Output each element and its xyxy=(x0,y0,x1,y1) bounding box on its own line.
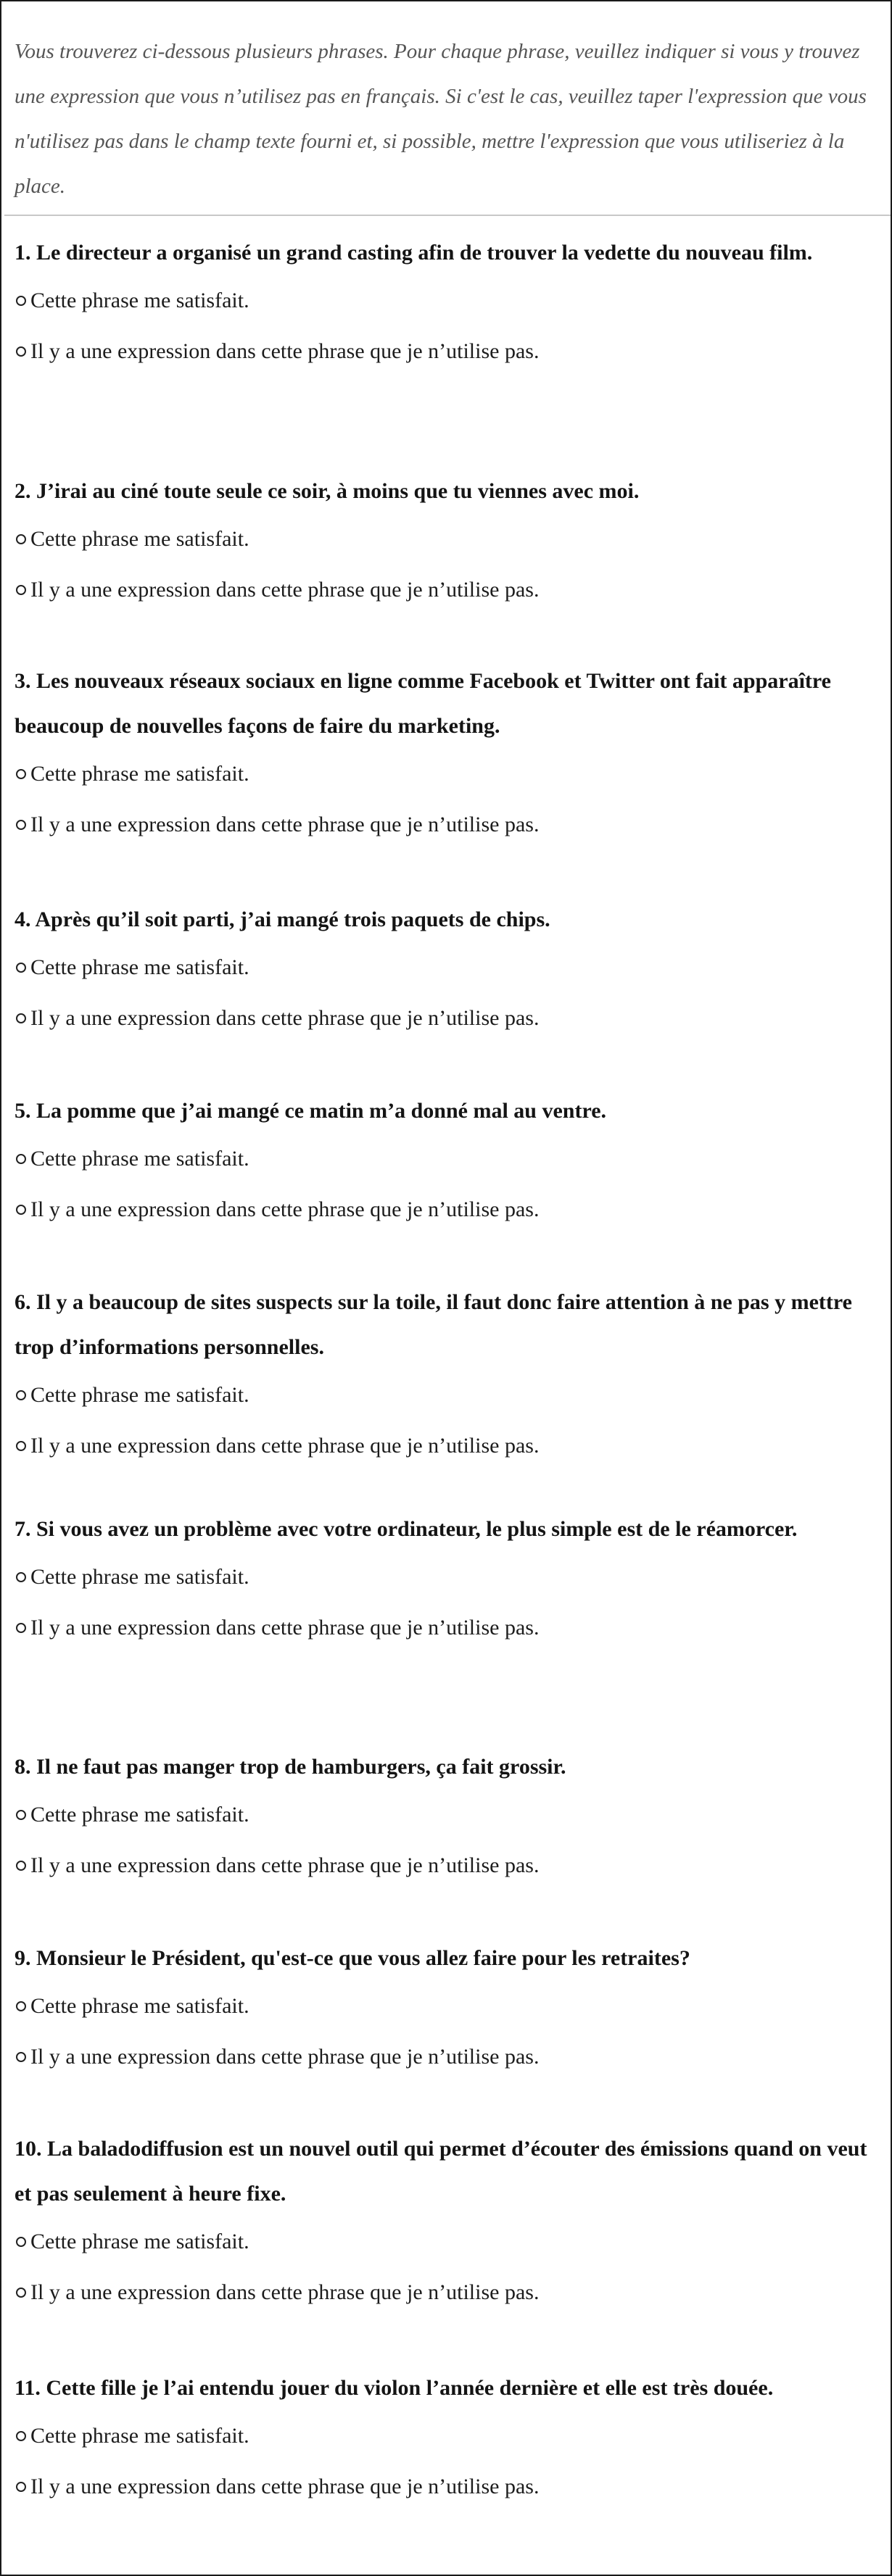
radio-button[interactable] xyxy=(16,1623,26,1633)
question-4 xyxy=(15,897,877,1044)
radio-button[interactable] xyxy=(16,1810,26,1820)
question-5 xyxy=(15,1089,877,1235)
question-2-option-not-used[interactable] xyxy=(15,565,877,615)
question-7 xyxy=(15,1507,877,1653)
radio-button[interactable] xyxy=(16,1441,26,1451)
radio-button[interactable] xyxy=(16,1013,26,1023)
option-label: Il y a une expression dans cette phrase que je n’utilise pas. xyxy=(30,1616,540,1640)
radio-button[interactable] xyxy=(16,2052,26,2062)
option-label: Cette phrase me satisfait. xyxy=(30,2424,249,2448)
radio-button[interactable] xyxy=(16,2431,26,2441)
question-10 xyxy=(15,2127,877,2318)
radio-button[interactable] xyxy=(16,534,26,544)
question-11 xyxy=(15,2366,877,2512)
radio-button[interactable] xyxy=(16,963,26,973)
option-label: Cette phrase me satisfait. xyxy=(30,1147,249,1171)
option-label: Il y a une expression dans cette phrase que je n’utilise pas. xyxy=(30,2475,540,2498)
question-8-option-not-used[interactable] xyxy=(15,1840,877,1891)
radio-button[interactable] xyxy=(16,296,26,306)
question-8 xyxy=(15,1745,877,1891)
instructions-text: Vous trouverez ci-dessous plusieurs phrases. Pour chaque phrase, veuillez indiquer si vous y trouvez une expression que vous n’utilisez pas en français. Si c'est le cas, veuillez taper l'expression que vous n'utilisez pas dans le champ texte fourni et, si possible, mettre l'expression que vous utiliseriez à la place. xyxy=(15,40,867,198)
question-10-text: 10. La baladodiffusion est un nouvel outil qui permet d’écouter des émissions quand on veut et pas seulement à heure fixe. xyxy=(15,2137,867,2206)
question-11-option-satisfied[interactable] xyxy=(15,2411,877,2461)
option-label: Il y a une expression dans cette phrase que je n’utilise pas. xyxy=(30,2045,540,2069)
radio-button[interactable] xyxy=(16,820,26,830)
option-label: Il y a une expression dans cette phrase que je n’utilise pas. xyxy=(30,578,540,602)
question-2-option-satisfied[interactable] xyxy=(15,514,877,565)
radio-button[interactable] xyxy=(16,769,26,779)
radio-button[interactable] xyxy=(16,2288,26,2298)
question-9-option-not-used[interactable] xyxy=(15,2032,877,2082)
question-1-option-not-used[interactable] xyxy=(15,326,877,377)
option-label: Cette phrase me satisfait. xyxy=(30,1994,249,2018)
question-2 xyxy=(15,469,877,615)
question-4-option-not-used[interactable] xyxy=(15,993,877,1044)
question-7-option-not-used[interactable] xyxy=(15,1603,877,1653)
radio-button[interactable] xyxy=(16,1861,26,1871)
question-6-option-not-used[interactable] xyxy=(15,1421,877,1471)
question-3-option-satisfied[interactable] xyxy=(15,749,877,799)
question-7-option-satisfied[interactable] xyxy=(15,1552,877,1603)
radio-button[interactable] xyxy=(16,1205,26,1215)
question-3-option-not-used[interactable] xyxy=(15,799,877,850)
radio-button[interactable] xyxy=(16,1154,26,1164)
radio-button[interactable] xyxy=(16,585,26,595)
option-label: Il y a une expression dans cette phrase que je n’utilise pas. xyxy=(30,339,540,363)
question-11-option-not-used[interactable] xyxy=(15,2461,877,2512)
question-4-option-satisfied[interactable] xyxy=(15,942,877,993)
question-10-option-satisfied[interactable] xyxy=(15,2216,877,2267)
question-3 xyxy=(15,659,877,850)
question-1-option-satisfied[interactable] xyxy=(15,275,877,326)
option-label: Il y a une expression dans cette phrase que je n’utilise pas. xyxy=(30,1197,540,1221)
question-8-option-satisfied[interactable] xyxy=(15,1790,877,1840)
radio-button[interactable] xyxy=(16,2237,26,2247)
question-9-text: 9. Monsieur le Président, qu'est-ce que vous allez faire pour les retraites? xyxy=(15,1946,690,1970)
question-9-option-satisfied[interactable] xyxy=(15,1981,877,2032)
option-label: Il y a une expression dans cette phrase que je n’utilise pas. xyxy=(30,1006,540,1030)
question-11-text: 11. Cette fille je l’ai entendu jouer du violon l’année dernière et elle est très douée. xyxy=(15,2376,774,2400)
question-5-option-not-used[interactable] xyxy=(15,1184,877,1235)
option-label: Cette phrase me satisfait. xyxy=(30,527,249,551)
question-9 xyxy=(15,1936,877,2082)
option-label: Il y a une expression dans cette phrase que je n’utilise pas. xyxy=(30,813,540,836)
option-label: Cette phrase me satisfait. xyxy=(30,2230,249,2253)
question-3-text: 3. Les nouveaux réseaux sociaux en ligne comme Facebook et Twitter ont fait apparaître beaucoup de nouvelles façons de faire du marketing. xyxy=(15,669,831,738)
question-5-option-satisfied[interactable] xyxy=(15,1134,877,1184)
radio-button[interactable] xyxy=(16,2001,26,2011)
question-7-text: 7. Si vous avez un problème avec votre ordinateur, le plus simple est de le réamorcer. xyxy=(15,1517,798,1541)
option-label: Cette phrase me satisfait. xyxy=(30,955,249,979)
option-label: Il y a une expression dans cette phrase que je n’utilise pas. xyxy=(30,1434,540,1458)
question-8-text: 8. Il ne faut pas manger trop de hamburgers, ça fait grossir. xyxy=(15,1755,566,1779)
question-1 xyxy=(15,230,877,377)
question-6-option-satisfied[interactable] xyxy=(15,1370,877,1421)
question-4-text: 4. Après qu’il soit parti, j’ai mangé trois paquets de chips. xyxy=(15,907,550,931)
option-label: Il y a une expression dans cette phrase que je n’utilise pas. xyxy=(30,1853,540,1877)
option-label: Il y a une expression dans cette phrase que je n’utilise pas. xyxy=(30,2280,540,2304)
radio-button[interactable] xyxy=(16,1390,26,1400)
question-6-text: 6. Il y a beaucoup de sites suspects sur la toile, il faut donc faire attention à ne pas y mettre trop d’informations personnelles. xyxy=(15,1290,852,1359)
question-2-text: 2. J’irai au ciné toute seule ce soir, à moins que tu viennes avec moi. xyxy=(15,479,640,503)
question-6 xyxy=(15,1280,877,1471)
option-label: Cette phrase me satisfait. xyxy=(30,762,249,786)
option-label: Cette phrase me satisfait. xyxy=(30,1803,249,1827)
question-1-text: 1. Le directeur a organisé un grand casting afin de trouver la vedette du nouveau film. xyxy=(15,241,813,265)
radio-button[interactable] xyxy=(16,346,26,357)
divider xyxy=(4,215,891,216)
option-label: Cette phrase me satisfait. xyxy=(30,1383,249,1407)
radio-button[interactable] xyxy=(16,1572,26,1582)
question-5-text: 5. La pomme que j’ai mangé ce matin m’a donné mal au ventre. xyxy=(15,1099,607,1123)
question-10-option-not-used[interactable] xyxy=(15,2267,877,2318)
option-label: Cette phrase me satisfait. xyxy=(30,1565,249,1589)
option-label: Cette phrase me satisfait. xyxy=(30,288,249,312)
radio-button[interactable] xyxy=(16,2482,26,2492)
